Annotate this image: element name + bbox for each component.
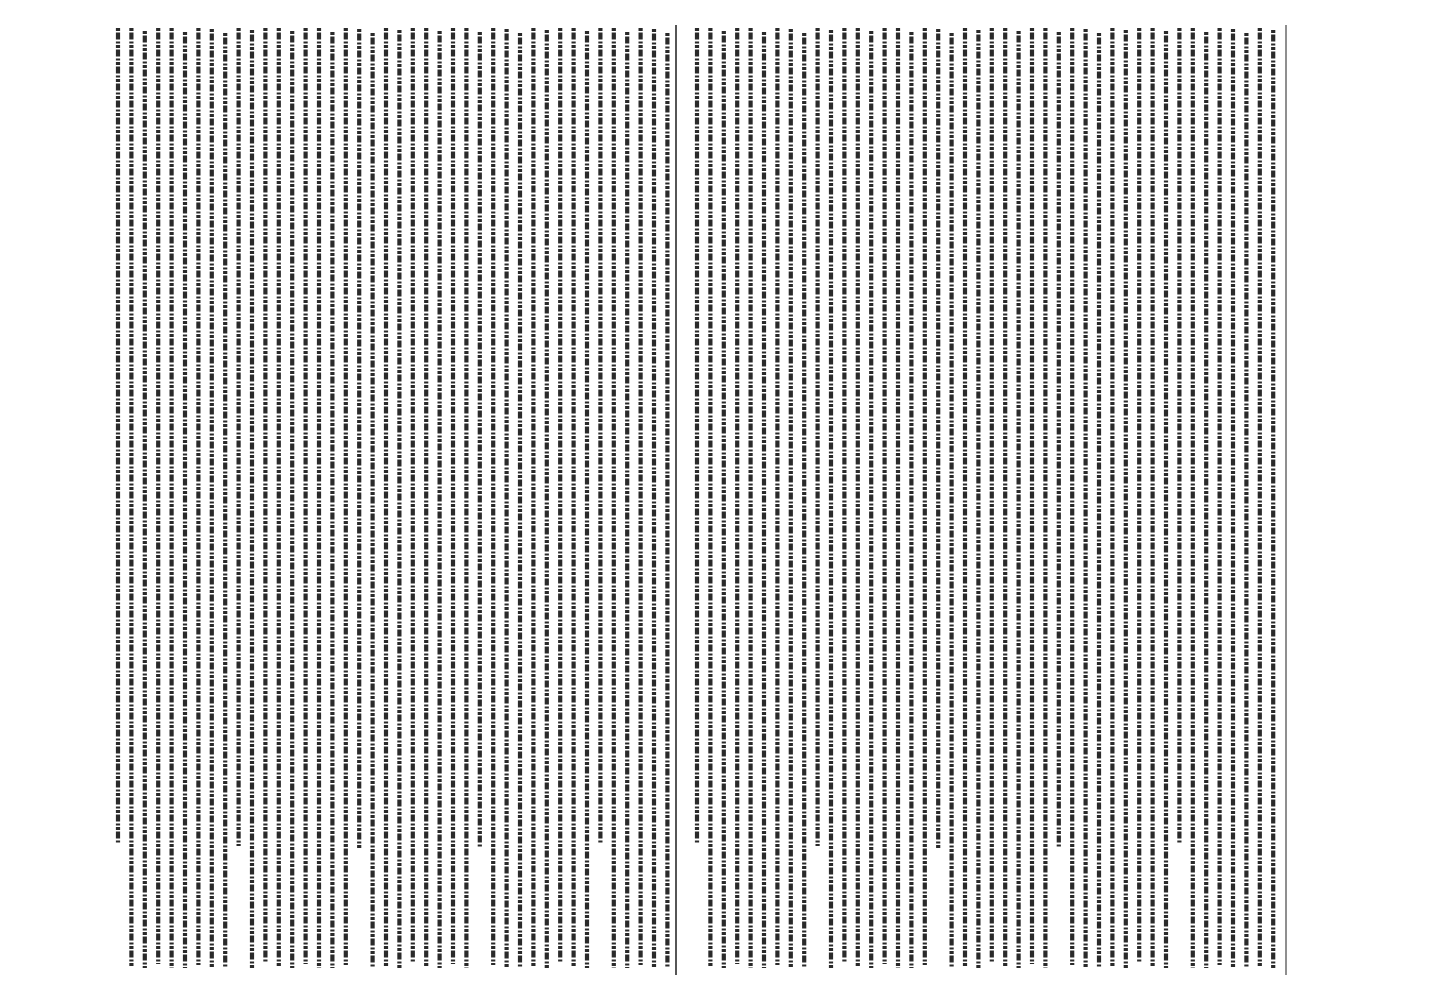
digitization-credit [2,4,16,994]
text-column-2 [690,20,1290,980]
page-header [1290,8,1330,983]
text-column-1 [55,20,655,980]
